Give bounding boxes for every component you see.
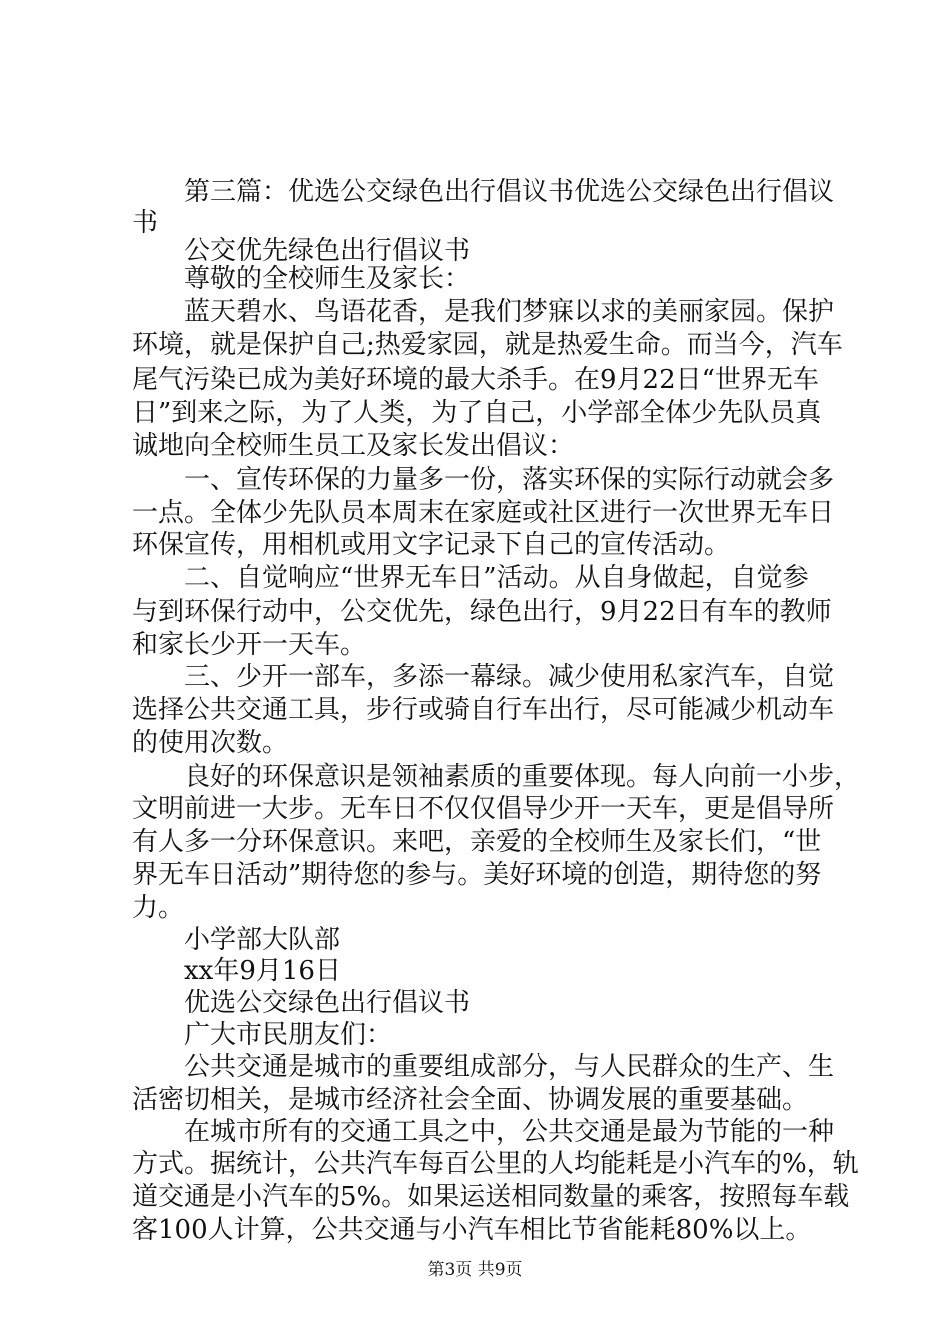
text-line: 日”到来之际，为了人类，为了自己，小学部全体少先队员真 — [132, 398, 822, 429]
text-line: 的使用次数。 — [132, 727, 289, 758]
title-line-continued: 书 — [132, 207, 159, 238]
text-line: 道交通是小汽车的5%。如果运送相同数量的乘客，按照每车载 — [132, 1182, 850, 1213]
text-line: 环境，就是保护自己;热爱家园，就是热爱生命。而当今，汽车 — [132, 329, 843, 360]
text-line: 力。 — [132, 892, 185, 923]
text-line: 二、自觉响应“世界无车日”活动。从自身做起，自觉参 — [184, 563, 809, 594]
text-line: 一点。全体少先队员本周末在家庭或社区进行一次世界无车日 — [132, 497, 835, 528]
page-footer: 第3页 共9页 — [427, 1260, 523, 1280]
salutation-line: 尊敬的全校师生及家长： — [184, 264, 471, 295]
text-line: 界无车日活动”期待您的参与。美好环境的创造，期待您的努 — [132, 859, 822, 890]
text-line: 在城市所有的交通工具之中，公共交通是最为节能的一种 — [184, 1116, 835, 1147]
text-line: 选择公共交通工具，步行或骑自行车出行，尽可能减少机动车 — [132, 695, 835, 726]
text-line: 和家长少开一天车。 — [132, 629, 367, 660]
section-title-line: 优选公交绿色出行倡议书 — [184, 988, 471, 1019]
text-line: 尾气污染已成为美好环境的最大杀手。在9月22日“世界无车 — [132, 364, 819, 395]
signature-line: 小学部大队部 — [184, 924, 341, 955]
text-line: 蓝天碧水、鸟语花香，是我们梦寐以求的美丽家园。保护 — [184, 297, 835, 328]
text-line: 三、少开一部车，多添一幕绿。减少使用私家汽车，自觉 — [184, 662, 835, 693]
text-line: 客100人计算，公共交通与小汽车相比节省能耗80%以上。 — [132, 1215, 812, 1245]
text-line: 活密切相关，是城市经济社会全面、协调发展的重要基础。 — [132, 1084, 809, 1115]
salutation-line: 广大市民朋友们： — [184, 1020, 393, 1051]
text-line: 公共交通是城市的重要组成部分，与人民群众的生产、生 — [184, 1052, 835, 1083]
text-line: 有人多一分环保意识。来吧，亲爱的全校师生及家长们，“世 — [132, 827, 822, 858]
text-line: 与到环保行动中，公交优先，绿色出行，9月22日有车的教师 — [132, 596, 832, 627]
text-line: 方式。据统计，公共汽车每百公里的人均能耗是小汽车的%，轨 — [132, 1149, 859, 1180]
text-line: 文明前进一大步。无车日不仅仅倡导少开一天车，更是倡导所 — [132, 794, 835, 825]
text-line: 环保宣传，用相机或用文字记录下自己的宣传活动。 — [132, 530, 731, 561]
subtitle-line: 公交优先绿色出行倡议书 — [184, 236, 471, 267]
text-line: 诚地向全校师生员工及家长发出倡议： — [132, 431, 575, 462]
text-line: 良好的环保意识是领袖素质的重要体现。每人向前一小步， — [184, 761, 861, 792]
text-line: 一、宣传环保的力量多一份，落实环保的实际行动就会多 — [184, 464, 835, 495]
title-line: 第三篇：优选公交绿色出行倡议书优选公交绿色出行倡议 — [184, 177, 835, 207]
date-line: xx年9月16日 — [184, 956, 341, 987]
